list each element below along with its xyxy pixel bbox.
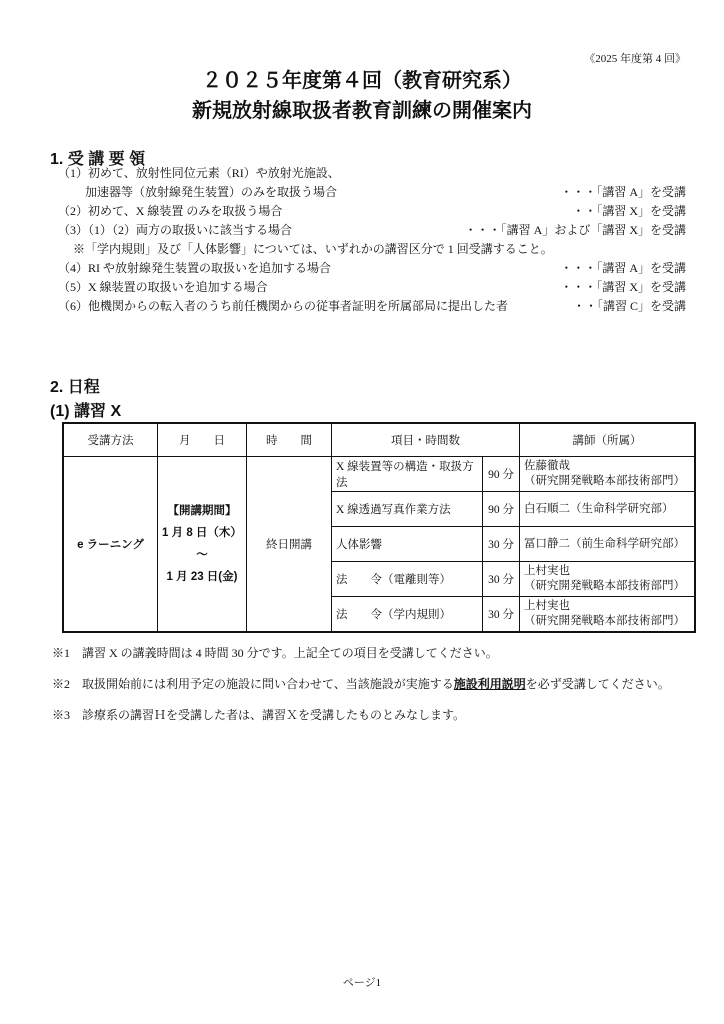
requirement-result: ・・・「講習 A」を受講 [560,261,686,275]
minutes-cell: 30 分 [483,527,520,562]
header-time: 時 間 [247,423,332,457]
item-cell: 人体影響 [332,527,483,562]
lecturer-cell [520,457,696,492]
title-line1: ２０２５年度第４回（教育研究系） [202,70,522,92]
item-cell: 法 令（学内規則） [332,597,483,633]
requirement-item: （1）初めて、放射性同位元素（RI）や放射光施設、 [58,166,340,180]
time-cell: 終日開講 [247,457,332,633]
lecturer-name: 白石順二（生命科学研究部） [524,502,674,515]
requirement-item: （2）初めて、X 線装置 のみを取扱う場合 [58,204,283,218]
minutes-cell: 90 分 [483,457,520,492]
section1-heading: 1. 受 講 要 領 [50,151,146,168]
footnote [52,675,670,692]
item-cell: X 線透過写真作業方法 [332,492,483,527]
footnote [52,706,465,723]
lecturer-affiliation: （研究開発戦略本部技術部門） [524,615,685,627]
footnote-text-end: を必ず受講してください。 [525,677,670,691]
requirement-item: 加速器等（放射線発生装置）のみを取扱う場合 [58,185,338,199]
period-start: 1 月 8 日（木） [162,527,242,539]
header-item: 項目・時間数 [332,423,520,457]
header-method: 受講方法 [63,423,158,457]
requirement-result: ・・「講習 C」を受講 [572,299,686,313]
footnote-text: ※2 取扱開始前には利用予定の施設に問い合わせて、当該施設が実施する [52,677,454,691]
period-end: 1 月 23 日(金) [166,571,238,583]
period-label: 【開講期間】 [167,505,237,517]
header-note: 《2025 年度第 4 回》 [584,53,686,65]
lecturer-name: 上村実也 [524,600,570,612]
requirement-item: ※「学内規則」及び「人体影響」については、いずれかの講習区分で 1 回受講すること。 [58,242,553,256]
minutes-cell: 30 分 [483,562,520,597]
requirement-result: ・・・「講習 A」を受講 [560,185,686,199]
footnote [52,644,498,661]
section2-heading: 2. 日程 [50,379,100,396]
header-lecturer: 講師（所属） [520,423,696,457]
table-header-row [63,423,695,457]
title-line2: 新規放射線取扱者教育訓練の開催案内 [192,100,532,122]
date-cell [158,457,247,633]
table-row [63,457,695,492]
minutes-cell: 90 分 [483,492,520,527]
header-date: 月 日 [158,423,247,457]
lecturer-affiliation: （研究開発戦略本部技術部門） [524,475,685,487]
lecturer-cell [520,562,696,597]
lecturer-affiliation: （研究開発戦略本部技術部門） [524,580,685,592]
footnote-text: ※3 診療系の講習Ｈを受講した者は、講習Ｘを受講したものとみなします。 [52,708,466,722]
lecturer-name: 佐藤徹哉 [524,460,570,472]
item-cell: 法 令（電離則等） [332,562,483,597]
schedule-table [62,422,696,633]
item-cell: X 線装置等の構造・取扱方法 [332,457,483,492]
method-cell: e ラーニング [63,457,158,633]
footnote-text: ※1 講習 X の講義時間は 4 時間 30 分です。上記全ての項目を受講してください。 [52,646,498,660]
requirement-item: （4）RI や放射線発生装置の取扱いを追加する場合 [58,261,332,275]
minutes-cell: 30 分 [483,597,520,633]
period-sep: ～ [196,549,208,561]
page-footer: ページ1 [342,977,382,989]
requirement-item: （5）X 線装置の取扱いを追加する場合 [58,280,268,294]
section2-subheading: (1) 講習 X [50,403,122,420]
lecturer-cell [520,597,696,633]
lecturer-name: 冨口静二（前生命科学研究部） [524,537,685,550]
requirement-result: ・・・「講習 X」を受講 [560,280,686,294]
lecturer-cell [520,527,696,562]
requirement-item: （6）他機関からの転入者のうち前任機関からの従事者証明を所属部局に提出した者 [58,299,509,313]
requirement-result: ・・・「講習 A」および「講習 X」を受講 [464,223,686,237]
lecturer-cell [520,492,696,527]
requirement-item: （3）（1）（2）両方の取扱いに該当する場合 [58,223,293,237]
requirement-result: ・・「講習 X」を受講 [572,204,686,218]
lecturer-name: 上村実也 [524,565,570,577]
footnote-emphasis: 施設利用説明 [453,677,526,691]
